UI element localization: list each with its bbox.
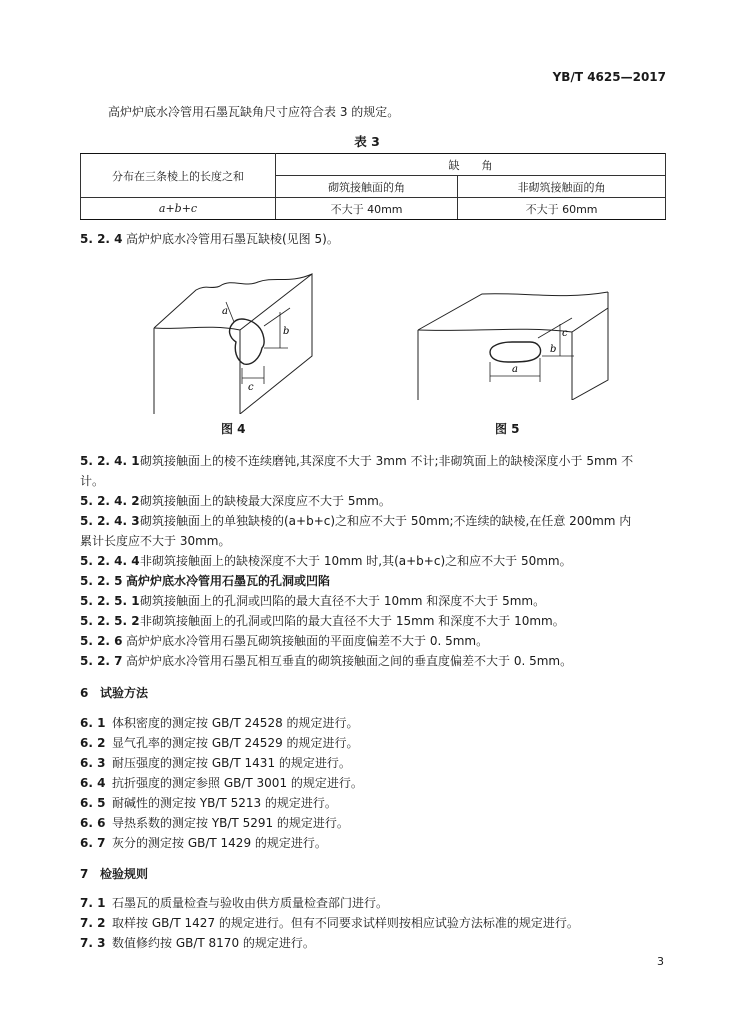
clause-number: 6. 1 <box>80 716 106 730</box>
clause-text: 耐碱性的测定按 YB/T 5213 的规定进行。 <box>112 796 337 810</box>
clause-number: 7. 1 <box>80 896 106 910</box>
clause-number: 6. 4 <box>80 776 106 790</box>
clause-7-1 <box>80 893 666 913</box>
clause-6-4 <box>80 773 666 793</box>
fig4-label-b: b <box>283 326 290 337</box>
clause-5-2-4-2 <box>80 491 666 511</box>
clause-text: 数值修约按 GB/T 8170 的规定进行。 <box>112 936 315 950</box>
standard-number: YB/T 4625—2017 <box>552 70 666 84</box>
clause-number: 5. 2. 6 <box>80 634 123 648</box>
clause-5-2-4-3 <box>80 511 666 531</box>
clause-text: 抗折强度的测定参照 GB/T 3001 的规定进行。 <box>112 776 363 790</box>
clause-number: 5. 2. 4. 3 <box>80 514 140 528</box>
clause-number: 7. 3 <box>80 936 106 950</box>
clause-number: 5. 2. 4 <box>80 232 123 246</box>
chapter-title: 检验规则 <box>100 867 149 881</box>
clause-number: 6. 2 <box>80 736 106 750</box>
clause-number: 5. 2. 4. 4 <box>80 554 140 568</box>
chapter-number: 7 <box>80 867 89 881</box>
chapter-7-heading <box>80 864 666 884</box>
clause-6-2 <box>80 733 666 753</box>
clause-title: 高炉炉底水冷管用石墨瓦的孔洞或凹陷 <box>126 574 331 588</box>
clause-text: 高炉炉底水冷管用石墨瓦相互垂直的砌筑接触面之间的垂直度偏差不大于 0. 5mm。 <box>126 654 573 668</box>
fig5-label-c: c <box>562 328 568 339</box>
clause-6-5 <box>80 793 666 813</box>
missing-corner-table <box>80 153 666 220</box>
sub-header-noncontact-corner: 非砌筑接触面的角 <box>458 176 666 198</box>
clause-7-2 <box>80 913 666 933</box>
clause-6-1 <box>80 713 666 733</box>
col-header-length-sum: 分布在三条棱上的长度之和 <box>81 154 276 198</box>
fig4-label-c: c <box>248 382 254 393</box>
clause-text: 取样按 GB/T 1427 的规定进行。但有不同要求试样则按相应试验方法标准的规定进行。 <box>112 916 579 930</box>
clause-6-3 <box>80 753 666 773</box>
clause-5-2-5-2 <box>80 611 666 631</box>
sub-header-contact-corner: 砌筑接触面的角 <box>276 176 458 198</box>
figure-4-caption: 图 4 <box>221 422 246 436</box>
clause-number: 5. 2. 4. 2 <box>80 494 140 508</box>
clause-text: 砌筑接触面上的孔洞或凹陷的最大直径不大于 10mm 和深度不大于 5mm。 <box>140 594 546 608</box>
value-noncontact-corner: 不大于 60mm <box>458 198 666 220</box>
clause-number: 7. 2 <box>80 916 106 930</box>
clause-text: 体积密度的测定按 GB/T 24528 的规定进行。 <box>112 716 359 730</box>
clause-number: 6. 5 <box>80 796 106 810</box>
table-caption: 表 3 <box>354 134 380 149</box>
chapter-6-heading <box>80 683 666 703</box>
clause-text: 非砌筑接触面上的缺棱深度不大于 10mm 时,其(a+b+c)之和应不大于 50mm。 <box>140 554 572 568</box>
chapter-title: 试验方法 <box>100 686 149 700</box>
clause-text: 砌筑接触面上的单独缺棱的(a+b+c)之和应不大于 50mm;不连续的缺棱,在任意 200mm 内 <box>140 514 632 528</box>
clause-text: 耐压强度的测定按 GB/T 1431 的规定进行。 <box>112 756 351 770</box>
clause-5-2-4-4 <box>80 551 666 571</box>
group-header-missing-corner: 缺 角 <box>276 154 666 176</box>
figure-4-drawing <box>140 268 320 414</box>
clause-5-2-7 <box>80 651 666 671</box>
clause-number: 6. 6 <box>80 816 106 830</box>
clause-text: 显气孔率的测定按 GB/T 24529 的规定进行。 <box>112 736 359 750</box>
clause-number: 5. 2. 5. 2 <box>80 614 140 628</box>
clause-text: 石墨瓦的质量检查与验收由供方质量检查部门进行。 <box>112 896 389 910</box>
clause-text: 非砌筑接触面上的孔洞或凹陷的最大直径不大于 15mm 和深度不大于 10mm。 <box>140 614 565 628</box>
clause-5-2-4-3-cont: 累计长度应不大于 30mm。 <box>80 534 231 548</box>
clause-text: 导热系数的测定按 YB/T 5291 的规定进行。 <box>112 816 349 830</box>
clause-5-2-4-1 <box>80 451 666 471</box>
clause-number: 6. 3 <box>80 756 106 770</box>
fig4-label-a: a <box>222 306 228 317</box>
chapter-number: 6 <box>80 686 89 700</box>
clause-text: 高炉炉底水冷管用石墨瓦砌筑接触面的平面度偏差不大于 0. 5mm。 <box>126 634 489 648</box>
clause-number: 5. 2. 5 <box>80 574 123 588</box>
page-number: 3 <box>657 955 664 968</box>
clause-text: 灰分的测定按 GB/T 1429 的规定进行。 <box>112 836 327 850</box>
clause-5-2-4 <box>80 229 666 249</box>
intro-paragraph: 高炉炉底水冷管用石墨瓦缺角尺寸应符合表 3 的规定。 <box>108 105 400 119</box>
clause-number: 5. 2. 4. 1 <box>80 454 140 468</box>
fig5-label-a: a <box>512 364 518 375</box>
clause-5-2-5-heading <box>80 571 666 591</box>
fig5-label-b: b <box>550 344 557 355</box>
clause-5-2-6 <box>80 631 666 651</box>
clause-7-3 <box>80 933 666 953</box>
figure-5-caption: 图 5 <box>495 422 520 436</box>
clause-6-7 <box>80 833 666 853</box>
value-contact-corner: 不大于 40mm <box>276 198 458 220</box>
clause-5-2-5-1 <box>80 591 666 611</box>
clause-6-6 <box>80 813 666 833</box>
clause-text: 砌筑接触面上的棱不连续磨钝,其深度不大于 3mm 不计;非砌筑面上的缺棱深度小于 5mm 不 <box>140 454 634 468</box>
clause-5-2-4-1-cont: 计。 <box>80 474 105 488</box>
clause-number: 6. 7 <box>80 836 106 850</box>
clause-text: 砌筑接触面上的缺棱最大深度应不大于 5mm。 <box>140 494 391 508</box>
clause-text: 高炉炉底水冷管用石墨瓦缺棱(见图 5)。 <box>126 232 339 246</box>
row-label-abc: a+b+c <box>81 198 276 220</box>
clause-number: 5. 2. 7 <box>80 654 123 668</box>
clause-number: 5. 2. 5. 1 <box>80 594 140 608</box>
figure-5-drawing <box>412 290 612 400</box>
